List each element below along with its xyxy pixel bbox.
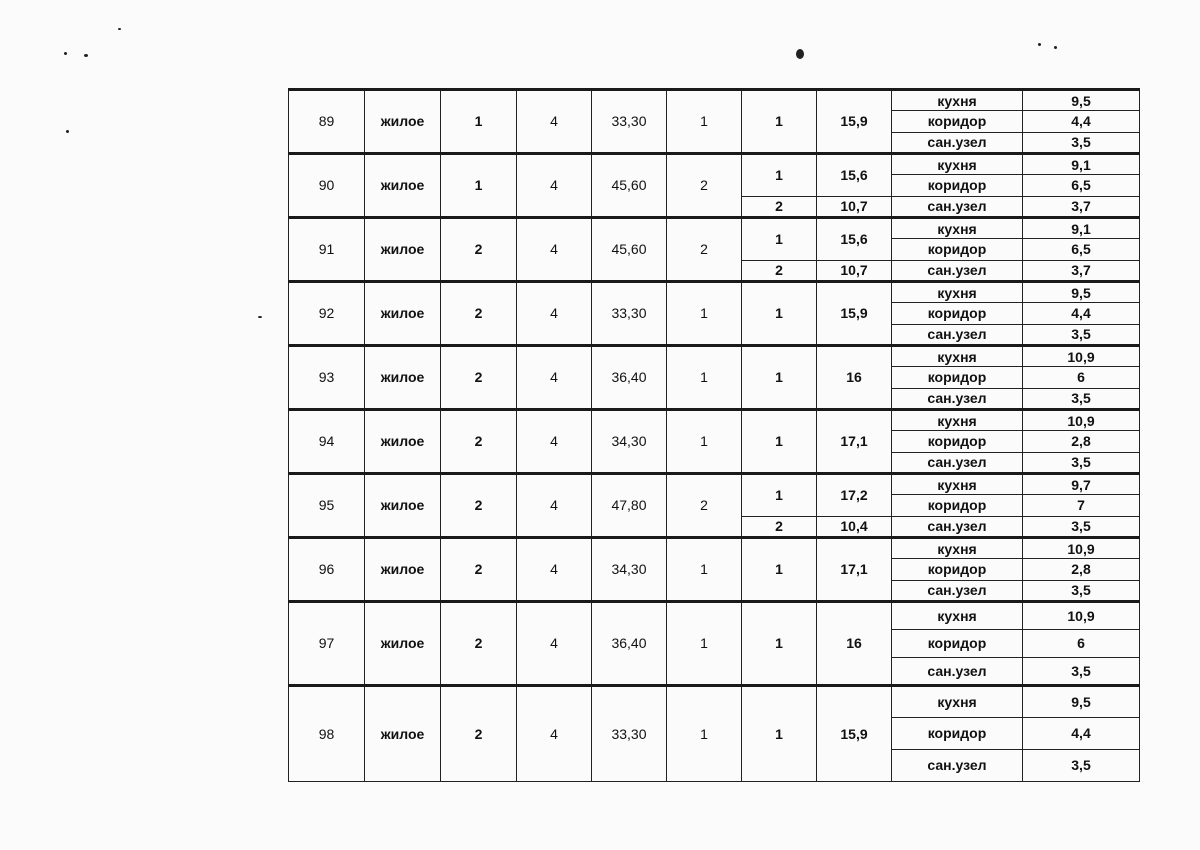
apartment-floor: 4 <box>517 217 592 281</box>
apartment-floor: 4 <box>517 90 592 154</box>
apartment-floor: 4 <box>517 473 592 537</box>
room-area: 15,6 <box>817 217 892 260</box>
auxiliary-room-name: сан.узел <box>892 132 1023 153</box>
auxiliary-room-name: коридор <box>892 111 1023 132</box>
apartment-number: 90 <box>289 153 365 217</box>
auxiliary-room-area: 6,5 <box>1023 175 1140 196</box>
apartment-number: 97 <box>289 601 365 685</box>
auxiliary-room-name: кухня <box>892 537 1023 558</box>
room-area: 17,1 <box>817 537 892 601</box>
auxiliary-room-area: 10,9 <box>1023 537 1140 558</box>
apartment-rooms-count: 2 <box>667 473 742 537</box>
table-row <box>289 537 1140 558</box>
apartment-section: 2 <box>441 281 517 345</box>
auxiliary-room-name: кухня <box>892 90 1023 111</box>
auxiliary-room-name: коридор <box>892 367 1023 388</box>
room-number: 1 <box>742 601 817 685</box>
auxiliary-room-area: 7 <box>1023 495 1140 516</box>
apartment-section: 2 <box>441 601 517 685</box>
auxiliary-room-name: коридор <box>892 717 1023 749</box>
apartment-section: 2 <box>441 685 517 781</box>
scan-speck <box>84 54 88 57</box>
scan-speck <box>64 52 67 55</box>
apartment-number: 91 <box>289 217 365 281</box>
apartment-total-area: 36,40 <box>592 601 667 685</box>
room-number: 1 <box>742 685 817 781</box>
auxiliary-room-area: 3,5 <box>1023 452 1140 473</box>
apartment-purpose: жилое <box>365 153 441 217</box>
auxiliary-room-name: кухня <box>892 409 1023 430</box>
auxiliary-room-name: кухня <box>892 217 1023 238</box>
auxiliary-room-name: кухня <box>892 473 1023 494</box>
auxiliary-room-name: коридор <box>892 175 1023 196</box>
room-area: 16 <box>817 345 892 409</box>
scan-speck <box>1038 43 1041 46</box>
auxiliary-room-area: 9,5 <box>1023 90 1140 111</box>
apartment-number: 95 <box>289 473 365 537</box>
room-area: 10,4 <box>817 516 892 537</box>
auxiliary-room-area: 9,5 <box>1023 685 1140 717</box>
apartment-section: 1 <box>441 153 517 217</box>
room-area: 16 <box>817 601 892 685</box>
auxiliary-room-area: 3,5 <box>1023 516 1140 537</box>
auxiliary-room-area: 3,5 <box>1023 388 1140 409</box>
auxiliary-room-area: 3,5 <box>1023 657 1140 685</box>
apartment-floor: 4 <box>517 345 592 409</box>
auxiliary-room-name: сан.узел <box>892 388 1023 409</box>
auxiliary-room-area: 4,4 <box>1023 303 1140 324</box>
apartment-section: 2 <box>441 409 517 473</box>
table-row <box>289 217 1140 238</box>
room-number: 2 <box>742 196 817 217</box>
auxiliary-room-area: 6 <box>1023 367 1140 388</box>
auxiliary-room-area: 3,5 <box>1023 324 1140 345</box>
apartment-floor: 4 <box>517 153 592 217</box>
apartment-total-area: 45,60 <box>592 153 667 217</box>
room-area: 17,1 <box>817 409 892 473</box>
room-area: 15,6 <box>817 153 892 196</box>
apartment-purpose: жилое <box>365 685 441 781</box>
auxiliary-room-name: коридор <box>892 495 1023 516</box>
auxiliary-room-name: коридор <box>892 303 1023 324</box>
apartment-purpose: жилое <box>365 601 441 685</box>
auxiliary-room-area: 4,4 <box>1023 111 1140 132</box>
auxiliary-room-name: сан.узел <box>892 452 1023 473</box>
auxiliary-room-area: 6 <box>1023 629 1140 657</box>
apartment-purpose: жилое <box>365 409 441 473</box>
apartment-rooms-count: 1 <box>667 281 742 345</box>
auxiliary-room-name: кухня <box>892 153 1023 174</box>
apartment-floor: 4 <box>517 537 592 601</box>
apartment-number: 89 <box>289 90 365 154</box>
apartment-total-area: 34,30 <box>592 409 667 473</box>
room-number: 1 <box>742 90 817 154</box>
apartment-rooms-count: 2 <box>667 217 742 281</box>
room-number: 2 <box>742 260 817 281</box>
auxiliary-room-name: сан.узел <box>892 657 1023 685</box>
apartment-number: 92 <box>289 281 365 345</box>
apartment-rooms-count: 1 <box>667 685 742 781</box>
scan-speck <box>66 130 69 133</box>
auxiliary-room-area: 3,5 <box>1023 580 1140 601</box>
apartment-total-area: 36,40 <box>592 345 667 409</box>
auxiliary-room-area: 10,9 <box>1023 409 1140 430</box>
room-number: 1 <box>742 409 817 473</box>
apartment-rooms-count: 1 <box>667 345 742 409</box>
auxiliary-room-name: сан.узел <box>892 580 1023 601</box>
auxiliary-room-area: 10,9 <box>1023 345 1140 366</box>
auxiliary-room-area: 2,8 <box>1023 559 1140 580</box>
apartment-floor: 4 <box>517 601 592 685</box>
apartment-total-area: 33,30 <box>592 90 667 154</box>
apartment-purpose: жилое <box>365 90 441 154</box>
table-row <box>289 409 1140 430</box>
scan-speck <box>1054 46 1057 49</box>
auxiliary-room-name: коридор <box>892 629 1023 657</box>
room-number: 1 <box>742 153 817 196</box>
room-number: 1 <box>742 345 817 409</box>
auxiliary-room-area: 3,7 <box>1023 260 1140 281</box>
auxiliary-room-name: коридор <box>892 431 1023 452</box>
room-number: 1 <box>742 473 817 516</box>
room-area: 15,9 <box>817 685 892 781</box>
auxiliary-room-area: 6,5 <box>1023 239 1140 260</box>
room-number: 1 <box>742 217 817 260</box>
table-row <box>289 473 1140 494</box>
table-row <box>289 90 1140 111</box>
apartment-total-area: 47,80 <box>592 473 667 537</box>
auxiliary-room-name: коридор <box>892 559 1023 580</box>
auxiliary-room-area: 10,9 <box>1023 601 1140 629</box>
apartment-section: 2 <box>441 473 517 537</box>
apartment-section: 2 <box>441 217 517 281</box>
apartment-number: 96 <box>289 537 365 601</box>
apartment-purpose: жилое <box>365 537 441 601</box>
apartment-total-area: 33,30 <box>592 685 667 781</box>
table-row <box>289 601 1140 629</box>
table-row <box>289 685 1140 717</box>
apartment-section: 2 <box>441 345 517 409</box>
auxiliary-room-area: 4,4 <box>1023 717 1140 749</box>
auxiliary-room-area: 9,5 <box>1023 281 1140 302</box>
auxiliary-room-name: кухня <box>892 685 1023 717</box>
auxiliary-room-area: 2,8 <box>1023 431 1140 452</box>
apartment-rooms-count: 1 <box>667 537 742 601</box>
auxiliary-room-name: сан.узел <box>892 324 1023 345</box>
apartment-total-area: 33,30 <box>592 281 667 345</box>
apartment-total-area: 34,30 <box>592 537 667 601</box>
apartment-purpose: жилое <box>365 345 441 409</box>
table-row <box>289 345 1140 366</box>
apartment-number: 93 <box>289 345 365 409</box>
auxiliary-room-name: сан.узел <box>892 749 1023 781</box>
apartment-purpose: жилое <box>365 281 441 345</box>
auxiliary-room-area: 9,1 <box>1023 153 1140 174</box>
room-area: 10,7 <box>817 260 892 281</box>
auxiliary-room-area: 3,7 <box>1023 196 1140 217</box>
auxiliary-room-name: кухня <box>892 345 1023 366</box>
apartment-purpose: жилое <box>365 473 441 537</box>
apartment-floor: 4 <box>517 409 592 473</box>
room-area: 17,2 <box>817 473 892 516</box>
auxiliary-room-name: сан.узел <box>892 196 1023 217</box>
apartment-rooms-count: 1 <box>667 90 742 154</box>
auxiliary-room-area: 9,7 <box>1023 473 1140 494</box>
auxiliary-room-area: 3,5 <box>1023 132 1140 153</box>
scan-speck <box>118 28 121 30</box>
scan-speck <box>796 49 804 59</box>
apartments-table-body <box>289 90 1140 782</box>
scan-speck <box>258 316 262 318</box>
room-area: 10,7 <box>817 196 892 217</box>
apartment-number: 98 <box>289 685 365 781</box>
apartment-total-area: 45,60 <box>592 217 667 281</box>
auxiliary-room-area: 9,1 <box>1023 217 1140 238</box>
auxiliary-room-name: кухня <box>892 281 1023 302</box>
table-row <box>289 281 1140 302</box>
apartment-floor: 4 <box>517 281 592 345</box>
room-area: 15,9 <box>817 281 892 345</box>
apartment-section: 1 <box>441 90 517 154</box>
room-number: 2 <box>742 516 817 537</box>
apartment-section: 2 <box>441 537 517 601</box>
auxiliary-room-name: коридор <box>892 239 1023 260</box>
apartment-rooms-count: 1 <box>667 409 742 473</box>
apartment-rooms-count: 1 <box>667 601 742 685</box>
table-row <box>289 153 1140 174</box>
auxiliary-room-area: 3,5 <box>1023 749 1140 781</box>
auxiliary-room-name: сан.узел <box>892 516 1023 537</box>
room-number: 1 <box>742 281 817 345</box>
room-number: 1 <box>742 537 817 601</box>
room-area: 15,9 <box>817 90 892 154</box>
apartments-table <box>288 88 1140 782</box>
auxiliary-room-name: кухня <box>892 601 1023 629</box>
apartment-floor: 4 <box>517 685 592 781</box>
auxiliary-room-name: сан.узел <box>892 260 1023 281</box>
apartment-rooms-count: 2 <box>667 153 742 217</box>
apartment-purpose: жилое <box>365 217 441 281</box>
apartment-number: 94 <box>289 409 365 473</box>
